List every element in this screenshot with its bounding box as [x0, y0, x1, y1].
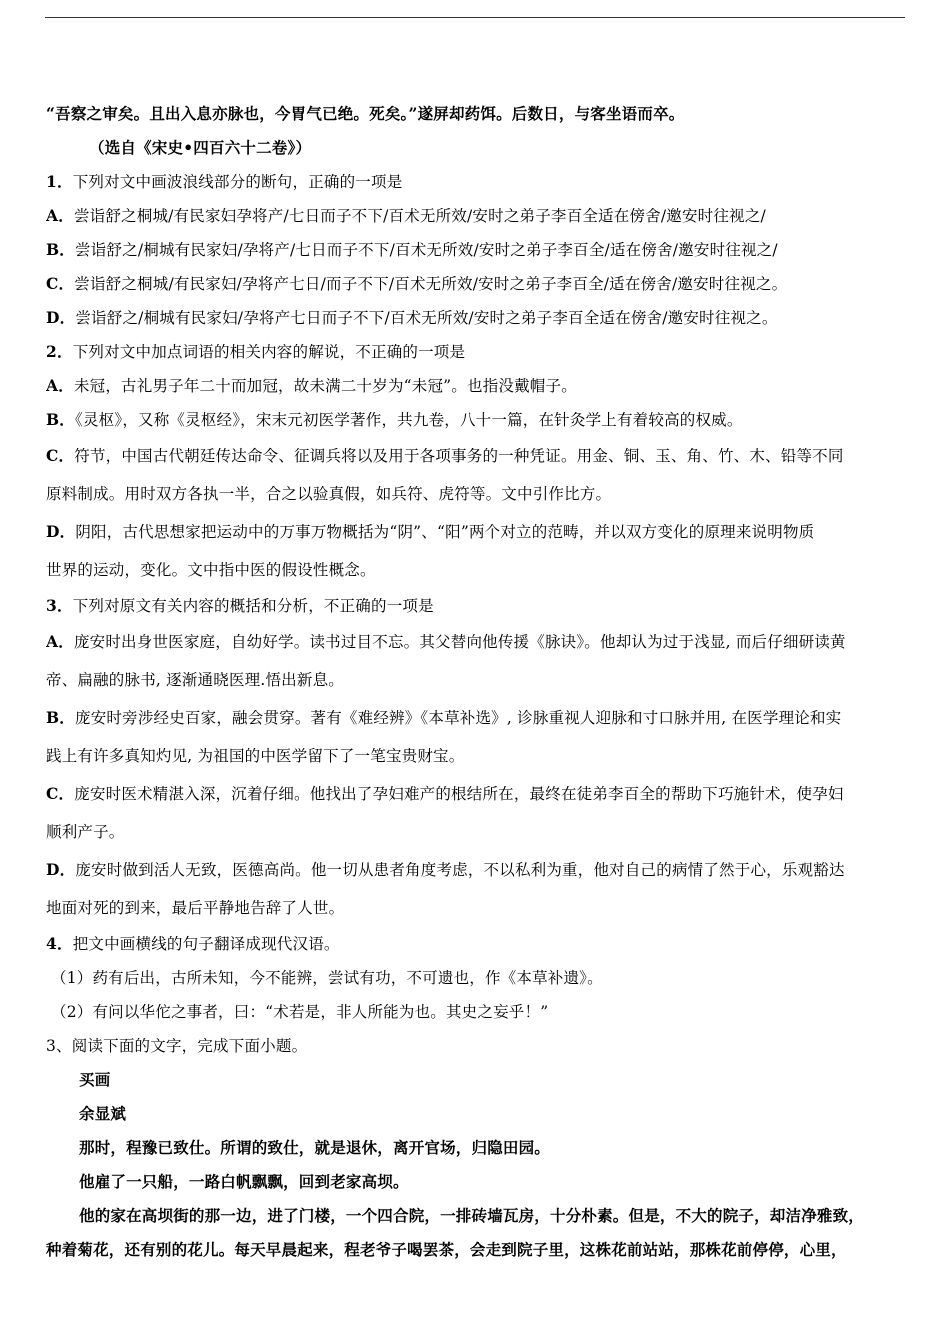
section-heading: 3、阅读下面的文字，完成下面小题。	[46, 1037, 308, 1055]
q3-option-d-cont: 地面对死的到来，最后平静地告辞了人世。	[46, 899, 345, 917]
option-label: A．	[46, 632, 74, 651]
q3-option-c-cont: 顺利产子。	[46, 823, 125, 841]
q1-option-b	[46, 233, 908, 267]
q2-option-c-cont: 原料制成。用时双方各执一半，合之以验真假，如兵符、虎符等。文中引作比方。	[46, 485, 612, 503]
option-label: B．	[46, 240, 76, 259]
question-text: 下列对原文有关内容的概括和分析，不正确的一项是	[72, 597, 434, 615]
question-4-stem	[46, 927, 908, 961]
option-label: A．	[46, 206, 74, 225]
passage-source: （选自《宋史•四百六十二卷》）	[89, 138, 312, 157]
q4-sub-1: （1）药有后出，古所未知，今不能辨，尝试有功，不可遗也，作《本草补遗》。	[51, 969, 603, 987]
option-text: 庞安时出身世医家庭，自幼好学。读书过目不忘。其父替向他传援《脉诀》。他却认为过于浅显, 而后仔细研读黄	[73, 633, 846, 651]
option-label: C．	[46, 274, 75, 293]
q2-option-d-cont: 世界的运动，变化。文中指中医的假设性概念。	[46, 561, 376, 579]
question-number: 1．	[46, 172, 73, 191]
story-paragraph: 他的家在高坝街的那一边，进了门楼，一个四合院，一排砖墙瓦房，十分朴素。但是，不大的院子，却洁净雅致，	[79, 1206, 865, 1225]
option-label: D．	[46, 308, 76, 327]
option-text: 尝诣舒之/桐城有民家妇/孕将产/七日而子不下/百术无所效/安时之弟子李百全/适在傍舍/邀安时往视之/	[75, 241, 778, 259]
question-text: 下列对文中加点词语的相关内容的解说，不正确的一项是	[72, 343, 466, 361]
story-paragraph: 那时，程豫已致仕。所谓的致仕，就是退休，离开官场，归隐田园。	[79, 1138, 551, 1157]
q1-option-a	[46, 199, 908, 233]
q3-option-b	[46, 699, 908, 737]
header-rule	[45, 17, 905, 18]
option-text: 庞安时旁涉经史百家，融会贯穿。著有《难经辨》《本草补选》, 诊脉重视人迎脉和寸口脉并用, 在医学理论和实	[75, 709, 842, 727]
q3-option-d	[46, 851, 908, 889]
story-paragraph-cont: 种着菊花，还有别的花儿。每天早晨起来，程老爷子喝罢茶，会走到院子里，这株花前站站，那株花前停停，心里，	[46, 1240, 847, 1259]
story-author: 余显斌	[79, 1104, 127, 1123]
option-label: C．	[46, 784, 75, 803]
option-label: B．	[46, 708, 76, 727]
q1-option-c	[46, 267, 908, 301]
q1-option-d	[46, 301, 908, 335]
q2-option-d	[46, 513, 908, 551]
q2-option-b	[46, 403, 908, 437]
option-label: D．	[46, 522, 76, 541]
option-label: B．	[46, 410, 76, 429]
question-text: 下列对文中画波浪线部分的断句，正确的一项是	[72, 173, 403, 191]
option-label: A．	[46, 376, 74, 395]
q4-sub-2: （2）有问以华佗之事者，曰：“术若是，非人所能为也。其史之妄乎！”	[51, 1003, 549, 1021]
option-label: D．	[46, 860, 76, 879]
option-label: C．	[46, 446, 75, 465]
story-paragraph: 他雇了一只船，一路白帆飘飘，回到老家高坝。	[79, 1172, 409, 1191]
option-text: 《灵枢》，又称《灵枢经》，宋末元初医学著作，共九卷，八十一篇，在针灸学上有着较高的权威。	[75, 411, 743, 429]
option-text: 未冠，古礼男子年二十而加冠，故未满二十岁为“未冠”。也指没戴帽子。	[73, 377, 577, 395]
option-text: 庞安时医术精湛入深，沉着仔细。他找出了孕妇难产的根结所在，最终在徒弟李百全的帮助下巧施针术，使孕妇	[74, 785, 844, 803]
q3-option-b-cont: 践上有许多真知灼见, 为祖国的中医学留下了一笔宝贵财宝。	[46, 747, 465, 765]
question-number: 3．	[46, 596, 73, 615]
question-2-stem	[46, 335, 908, 369]
passage-line: “吾察之审矣。且出入息亦脉也，今胃气已绝。死矣。”遂屏却药饵。后数日，与客坐语而卒。	[46, 104, 685, 123]
option-text: 尝诣舒之/桐城有民家妇/孕将产七日而子不下/百术无所效/安时之弟子李百全适在傍舍/邀安时往视之。	[75, 309, 778, 327]
question-1-stem	[46, 165, 908, 199]
q3-option-c	[46, 775, 908, 813]
question-number: 4．	[46, 934, 73, 953]
option-text: 符节，中国古代朝廷传达命令、征调兵将以及用于各项事务的一种凭证。用金、铜、玉、角、竹、木、铅等不同	[74, 447, 844, 465]
question-number: 2．	[46, 342, 73, 361]
story-title: 买画	[79, 1070, 111, 1089]
option-text: 尝诣舒之桐城/有民家妇孕将产/七日而子不下/百术无所效/安时之弟子李百全适在傍舍/邀安时往视之/	[73, 207, 766, 225]
option-text: 尝诣舒之桐城/有民家妇/孕将产七日/而子不下/百术无所效/安时之弟子李百全/适在傍舍/邀安时往视之。	[74, 275, 788, 293]
q3-option-a	[46, 623, 908, 661]
option-text: 阴阳，古代思想家把运动中的万事万物概括为“阴”、“阳”两个对立的范畴，并以双方变化的原理来说明物质	[75, 523, 815, 541]
question-3-stem	[46, 589, 908, 623]
question-text: 把文中画横线的句子翻译成现代汉语。	[72, 935, 340, 953]
option-text: 庞安时做到活人无致，医德高尚。他一切从患者角度考虑，不以私利为重，他对自己的病情了然于心，乐观豁达	[75, 861, 845, 879]
q2-option-c	[46, 437, 908, 475]
q3-option-a-cont: 帝、扁融的脉书, 逐渐通晓医理.悟出新息。	[46, 671, 344, 689]
document-page	[46, 97, 908, 1267]
q2-option-a	[46, 369, 908, 403]
